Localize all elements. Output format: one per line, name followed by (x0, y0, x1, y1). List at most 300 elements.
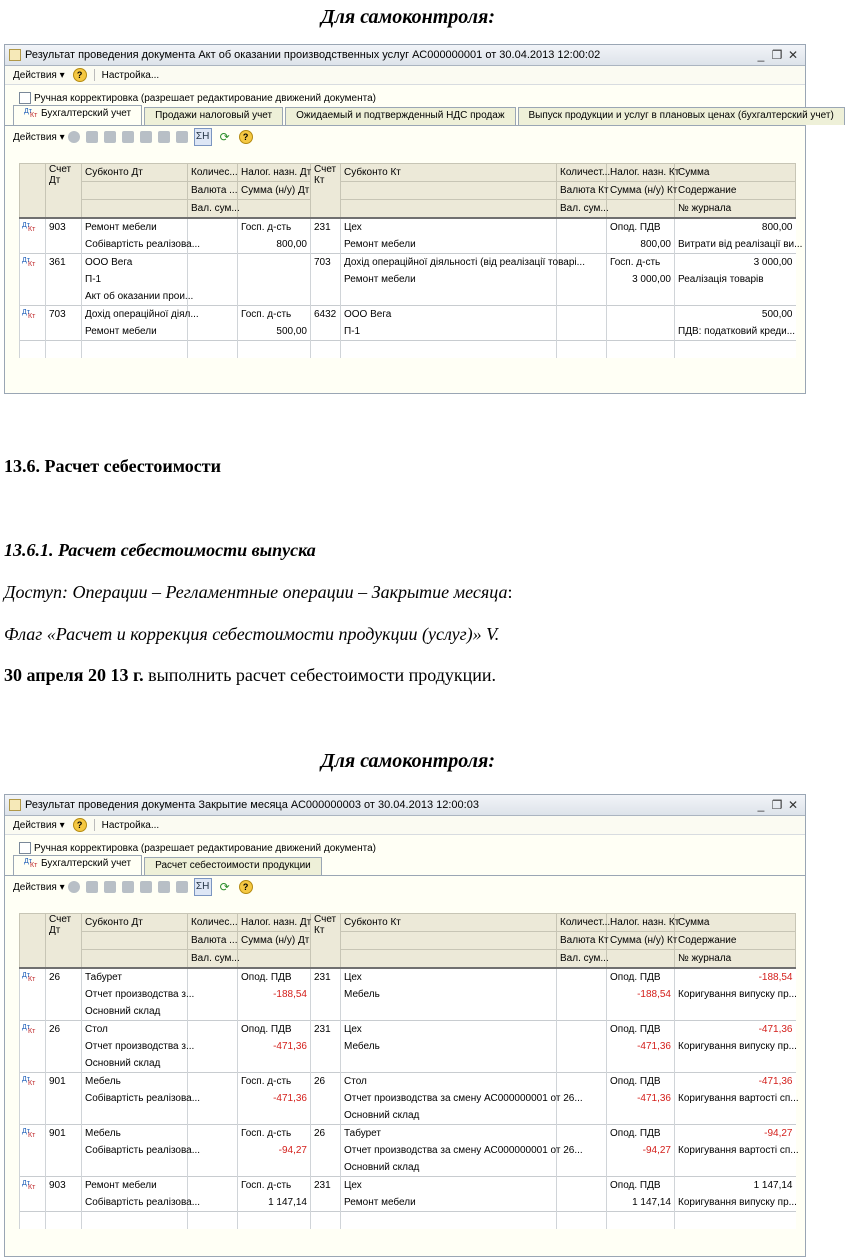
grid-actions-menu[interactable]: Действия ▾ (13, 131, 65, 143)
posting-icon-cell (20, 1021, 46, 1039)
empty-cell (188, 341, 238, 359)
column-header[interactable] (82, 182, 188, 200)
table-row[interactable] (20, 254, 796, 272)
column-header[interactable]: Количест... (557, 164, 607, 182)
table-cell: Ремонт мебели (341, 271, 557, 288)
close-icon[interactable]: ✕ (787, 48, 799, 62)
empty-cell (82, 341, 188, 359)
edit-icon[interactable] (104, 131, 116, 143)
column-header[interactable]: Валюта Кт (557, 182, 607, 200)
table-cell: Мебель (341, 986, 557, 1003)
table-cell: Опод. ПДВ (607, 1021, 675, 1039)
table-cell (341, 1003, 557, 1021)
column-header[interactable]: Сумма (н/у) Дт (238, 932, 311, 950)
access-label: Доступ: Операции – Регламентные операции – Закрытие месяца (4, 582, 508, 602)
table-cell (188, 1038, 238, 1055)
table-cell: Госп. д-сть (238, 306, 311, 324)
table-row[interactable] (20, 986, 796, 1003)
posting-icon-cell (20, 1107, 46, 1125)
subsection-heading: 13.6.1. Расчет себестоимости выпуска (4, 540, 316, 560)
dt-kt-icon: Дт Кт (22, 1076, 36, 1088)
delete-icon[interactable] (122, 881, 134, 893)
dt-kt-icon: Дт Кт (22, 1128, 36, 1140)
table-cell: -188,54 (607, 986, 675, 1003)
table-cell: 3 000,00 (675, 254, 796, 272)
table-cell (675, 1159, 796, 1177)
table-cell (311, 1003, 341, 1021)
table-cell: Ремонт мебели (341, 236, 557, 254)
column-header[interactable] (607, 950, 675, 969)
table-cell (238, 271, 311, 288)
table-row[interactable] (20, 236, 796, 254)
self-check-heading-2: Для самоконтроля: (320, 750, 496, 772)
table-cell: 1 147,14 (607, 1194, 675, 1212)
checkbox-label: Ручная корректировка (разрешает редактирование движений документа) (34, 842, 376, 854)
table-cell (557, 1073, 607, 1091)
column-header[interactable] (341, 200, 557, 219)
column-header[interactable]: Налог. назн. Кт (607, 164, 675, 182)
column-header[interactable]: Вал. сум... (557, 950, 607, 969)
close-icon[interactable]: ✕ (787, 798, 799, 812)
actions-menu[interactable]: Действия ▾ (13, 819, 65, 831)
table-cell (188, 986, 238, 1003)
table-cell (675, 1055, 796, 1073)
add-icon[interactable] (68, 881, 80, 893)
dt-kt-icon: Дт Кт (22, 257, 36, 269)
sum-icon[interactable]: ΣН (194, 128, 212, 146)
table-cell: Собівартість реалізова... (82, 1142, 188, 1159)
table-cell: Мебель (82, 1073, 188, 1091)
table-cell: Цех (341, 1021, 557, 1039)
column-header[interactable]: Налог. назн. Кт (607, 914, 675, 932)
column-header[interactable]: Количес... (188, 914, 238, 932)
table-cell: 26 (311, 1073, 341, 1091)
table-cell (341, 288, 557, 306)
grid-header-row (20, 914, 796, 932)
table-cell (238, 1159, 311, 1177)
table-cell: 26 (46, 968, 82, 986)
table-cell (311, 1194, 341, 1212)
table-cell: Цех (341, 1177, 557, 1195)
table-cell (607, 1159, 675, 1177)
empty-cell (20, 1212, 46, 1230)
column-header[interactable]: Количес... (188, 164, 238, 182)
column-header[interactable]: Счет Дт (46, 914, 82, 969)
table-cell: Витрати від реалізації ви... (675, 236, 796, 254)
task-text: выполнить расчет себестоимости продукции. (143, 665, 497, 685)
table-cell (607, 306, 675, 324)
table-cell: Основний склад (341, 1107, 557, 1125)
table-cell: Акт об оказании прои... (82, 288, 188, 306)
table-cell: -471,36 (238, 1038, 311, 1055)
settings-menu[interactable]: Настройка... (101, 69, 160, 81)
table-cell (311, 271, 341, 288)
table-row[interactable] (20, 306, 796, 324)
table-cell (557, 1159, 607, 1177)
table-cell: Табурет (82, 968, 188, 986)
column-header[interactable]: Субконто Кт (341, 164, 557, 182)
table-row[interactable] (20, 323, 796, 341)
table-cell (188, 271, 238, 288)
column-header[interactable]: Сумма (н/у) Дт (238, 182, 311, 200)
move-down-icon[interactable] (176, 881, 188, 893)
table-cell: 903 (46, 218, 82, 236)
table-cell (46, 323, 82, 341)
table-cell: 26 (311, 1125, 341, 1143)
tab-strip (5, 107, 834, 126)
empty-cell (188, 1212, 238, 1230)
table-cell: Собівартість реалізова... (82, 1194, 188, 1212)
header-icon-cell (20, 164, 46, 219)
table-row[interactable] (20, 1194, 796, 1212)
column-header[interactable]: Содержание (675, 182, 796, 200)
window-title-bar (5, 795, 805, 816)
table-row[interactable] (20, 1159, 796, 1177)
table-cell: 1 147,14 (238, 1194, 311, 1212)
table-cell (188, 1055, 238, 1073)
table-cell (188, 288, 238, 306)
posting-icon-cell (20, 236, 46, 254)
table-cell: Госп. д-сть (238, 1177, 311, 1195)
posting-icon-cell (20, 271, 46, 288)
empty-cell (607, 1212, 675, 1230)
window-title: Результат проведения документа Акт об оказании производственных услуг АС000000001 от 30.04.2013 12:00:02 (25, 49, 601, 61)
table-cell (557, 1021, 607, 1039)
refresh-icon[interactable]: ⟳ (219, 880, 230, 894)
menu-separator (94, 819, 95, 831)
table-cell: 6432 (311, 306, 341, 324)
table-cell: Стол (82, 1021, 188, 1039)
table-cell: 1 147,14 (675, 1177, 796, 1195)
table-cell: Госп. д-сть (238, 1125, 311, 1143)
table-cell: 903 (46, 1177, 82, 1195)
add-icon[interactable] (68, 131, 80, 143)
empty-cell (46, 341, 82, 359)
table-cell: -471,36 (675, 1073, 796, 1091)
column-header[interactable]: Счет Кт (311, 914, 341, 969)
column-header[interactable] (341, 950, 557, 969)
column-header[interactable]: Количест... (557, 914, 607, 932)
table-row[interactable] (20, 1055, 796, 1073)
posting-icon-cell (20, 1159, 46, 1177)
table-cell: Коригування випуску пр... (675, 1194, 796, 1212)
dt-kt-icon: Дт Кт (24, 858, 38, 870)
help-icon[interactable]: ? (73, 818, 87, 832)
posting-icon-cell (20, 1038, 46, 1055)
tab-accounting[interactable]: Дт Кт Бухгалтерский учет (13, 105, 142, 125)
table-row[interactable] (20, 271, 796, 288)
posting-icon-cell (20, 1194, 46, 1212)
posting-result-window-1 (4, 44, 834, 394)
table-cell (188, 1159, 238, 1177)
table-cell: Основний склад (82, 1055, 188, 1073)
table-cell: 231 (311, 1177, 341, 1195)
table-cell (311, 1142, 341, 1159)
grid-help-icon[interactable]: ? (239, 130, 253, 144)
table-cell: Основний склад (341, 1159, 557, 1177)
table-cell (46, 236, 82, 254)
table-cell (188, 1003, 238, 1021)
table-cell: 800,00 (238, 236, 311, 254)
table-cell: Ремонт мебели (82, 218, 188, 236)
column-header[interactable]: Вал. сум... (557, 200, 607, 219)
table-cell: ООО Вега (82, 254, 188, 272)
edit-icon[interactable] (104, 881, 116, 893)
empty-cell (341, 341, 557, 359)
table-cell (46, 1107, 82, 1125)
table-cell (311, 1090, 341, 1107)
posting-result-window-2 (4, 794, 806, 1257)
table-cell (557, 236, 607, 254)
table-cell (82, 1107, 188, 1125)
table-cell: -471,36 (607, 1038, 675, 1055)
dt-kt-icon: Дт Кт (22, 1024, 36, 1036)
tab-vat[interactable]: Ожидаемый и подтвержденный НДС продаж (285, 107, 515, 125)
empty-row (20, 341, 796, 359)
move-down-icon[interactable] (176, 131, 188, 143)
column-header[interactable]: Сумма (675, 914, 796, 932)
column-header[interactable] (607, 200, 675, 219)
empty-cell (20, 341, 46, 359)
column-header[interactable]: Валюта ... (188, 182, 238, 200)
copy-icon[interactable] (86, 131, 98, 143)
tab-accounting[interactable]: Дт Кт Бухгалтерский учет (13, 855, 142, 875)
table-cell: 703 (311, 254, 341, 272)
column-header[interactable]: Сумма (н/у) Кт (607, 182, 675, 200)
table-row[interactable] (20, 1021, 796, 1039)
postings-table-1 (19, 163, 803, 358)
table-cell (557, 1125, 607, 1143)
table-cell: Ремонт мебели (341, 1194, 557, 1212)
empty-cell (557, 341, 607, 359)
column-header[interactable]: Вал. сум... (188, 950, 238, 969)
column-header[interactable] (238, 200, 311, 219)
table-cell: Коригування випуску пр... (675, 1038, 796, 1055)
table-row[interactable] (20, 968, 796, 986)
table-cell (557, 306, 607, 324)
table-cell: 231 (311, 1021, 341, 1039)
table-cell (311, 1038, 341, 1055)
flag-line: Флаг «Расчет и коррекция себестоимости продукции (услуг)» V. (4, 624, 500, 644)
dt-kt-icon: Дт Кт (22, 222, 36, 234)
grid-header-row (20, 932, 796, 950)
delete-icon[interactable] (122, 131, 134, 143)
tab-output-planned[interactable]: Выпуск продукции и услуг в плановых ценах (бухгалтерский учет) (518, 107, 845, 125)
table-cell (188, 1021, 238, 1039)
grid-toolbar (5, 126, 805, 148)
sum-icon[interactable]: ΣН (194, 878, 212, 896)
menu-bar (5, 66, 805, 85)
table-cell: 703 (46, 306, 82, 324)
posting-icon-cell (20, 323, 46, 341)
table-cell (311, 1055, 341, 1073)
table-cell: Отчет производства за смену АС000000001 от 26... (341, 1142, 557, 1159)
column-header[interactable]: № журнала (675, 200, 796, 219)
posting-icon-cell (20, 1073, 46, 1091)
table-cell: 901 (46, 1125, 82, 1143)
tab-cost-calculation[interactable]: Расчет себестоимости продукции (144, 857, 322, 875)
grid-help-icon[interactable]: ? (239, 880, 253, 894)
document-icon (9, 49, 21, 61)
column-header[interactable]: Вал. сум... (188, 200, 238, 219)
menu-bar (5, 816, 805, 835)
section-heading: 13.6. Расчет себестоимости (4, 456, 221, 476)
table-cell: Опод. ПДВ (607, 1177, 675, 1195)
table-cell (238, 254, 311, 272)
save-icon[interactable] (140, 131, 152, 143)
table-cell: Цех (341, 968, 557, 986)
table-cell (188, 1073, 238, 1091)
table-cell: Собівартість реалізова... (82, 1090, 188, 1107)
checkbox-box[interactable] (19, 92, 31, 104)
column-header[interactable]: Налог. назн. Дт (238, 914, 311, 932)
refresh-icon[interactable]: ⟳ (219, 130, 230, 144)
table-cell: Отчет производства з... (82, 986, 188, 1003)
table-row[interactable] (20, 1073, 796, 1091)
table-cell (188, 968, 238, 986)
table-cell: ООО Вега (341, 306, 557, 324)
table-row[interactable] (20, 288, 796, 306)
table-cell (607, 323, 675, 341)
table-cell: 500,00 (238, 323, 311, 341)
table-cell (557, 1055, 607, 1073)
empty-cell (675, 341, 796, 359)
table-cell (82, 1159, 188, 1177)
table-cell: Опод. ПДВ (238, 1021, 311, 1039)
column-header[interactable]: Валюта ... (188, 932, 238, 950)
checkbox-label: Ручная корректировка (разрешает редактирование движений документа) (34, 92, 376, 104)
column-header[interactable]: Валюта Кт (557, 932, 607, 950)
table-cell: Опод. ПДВ (607, 1073, 675, 1091)
column-header[interactable]: Счет Кт (311, 164, 341, 219)
table-cell: 800,00 (607, 236, 675, 254)
table-cell: -94,27 (607, 1142, 675, 1159)
column-header[interactable]: Налог. назн. Дт (238, 164, 311, 182)
column-header[interactable]: Субконто Кт (341, 914, 557, 932)
table-cell: -94,27 (675, 1125, 796, 1143)
move-up-icon[interactable] (158, 881, 170, 893)
posting-icon-cell (20, 288, 46, 306)
restore-icon[interactable]: ❐ (771, 798, 783, 812)
table-cell (607, 1055, 675, 1073)
table-row[interactable] (20, 1177, 796, 1195)
access-colon: : (507, 582, 513, 602)
column-header[interactable]: Субконто Дт (82, 164, 188, 182)
table-cell (311, 323, 341, 341)
table-cell (557, 218, 607, 236)
table-cell: Коригування вартості сп... (675, 1142, 796, 1159)
table-cell: Госп. д-сть (238, 218, 311, 236)
posting-icon-cell (20, 1003, 46, 1021)
table-cell: Коригування випуску пр... (675, 986, 796, 1003)
table-cell: Опод. ПДВ (607, 968, 675, 986)
table-cell (557, 986, 607, 1003)
table-cell: П-1 (341, 323, 557, 341)
table-row[interactable] (20, 1125, 796, 1143)
column-header[interactable]: Сумма (н/у) Кт (607, 932, 675, 950)
table-row[interactable] (20, 1107, 796, 1125)
posting-icon-cell (20, 1125, 46, 1143)
table-row[interactable] (20, 218, 796, 236)
column-header[interactable]: Субконто Дт (82, 914, 188, 932)
table-cell (557, 1177, 607, 1195)
table-cell (46, 1194, 82, 1212)
table-cell (311, 236, 341, 254)
table-cell (188, 323, 238, 341)
checkbox-box[interactable] (19, 842, 31, 854)
restore-icon[interactable]: ❐ (771, 48, 783, 62)
column-header[interactable] (238, 950, 311, 969)
table-cell (188, 1125, 238, 1143)
table-cell: 500,00 (675, 306, 796, 324)
help-icon[interactable]: ? (73, 68, 87, 82)
dt-kt-icon: Дт Кт (24, 108, 38, 120)
window-title: Результат проведения документа Закрытие месяца АС000000003 от 30.04.2013 12:00:03 (25, 799, 479, 811)
column-header[interactable]: Содержание (675, 932, 796, 950)
column-header[interactable] (82, 200, 188, 219)
table-row[interactable] (20, 1003, 796, 1021)
actions-menu[interactable]: Действия ▾ (13, 69, 65, 81)
table-cell: -188,54 (238, 986, 311, 1003)
table-cell (607, 1107, 675, 1125)
table-cell: -471,36 (238, 1090, 311, 1107)
table-cell: Основний склад (82, 1003, 188, 1021)
tab-strip (5, 857, 805, 876)
table-cell (675, 288, 796, 306)
move-up-icon[interactable] (158, 131, 170, 143)
table-cell (46, 986, 82, 1003)
column-header[interactable]: Счет Дт (46, 164, 82, 219)
posting-icon-cell (20, 1055, 46, 1073)
table-cell (557, 968, 607, 986)
minimize-icon[interactable]: _ (757, 48, 765, 62)
table-row[interactable] (20, 1142, 796, 1159)
table-cell (557, 271, 607, 288)
copy-icon[interactable] (86, 881, 98, 893)
empty-cell (238, 1212, 311, 1230)
posting-icon-cell (20, 986, 46, 1003)
settings-menu[interactable]: Настройка... (101, 819, 160, 831)
table-cell: 361 (46, 254, 82, 272)
table-row[interactable] (20, 1038, 796, 1055)
posting-icon-cell (20, 218, 46, 236)
minimize-icon[interactable]: _ (757, 798, 765, 812)
table-cell: Опод. ПДВ (607, 1125, 675, 1143)
tab-sales-tax[interactable]: Продажи налоговый учет (144, 107, 283, 125)
column-header[interactable]: Сумма (675, 164, 796, 182)
table-cell: Реалізація товарів (675, 271, 796, 288)
document-icon (9, 799, 21, 811)
table-cell (238, 288, 311, 306)
column-header[interactable] (341, 932, 557, 950)
grid-actions-menu[interactable]: Действия ▾ (13, 881, 65, 893)
column-header[interactable]: № журнала (675, 950, 796, 969)
column-header[interactable] (82, 950, 188, 969)
table-cell (238, 1055, 311, 1073)
table-cell (238, 1003, 311, 1021)
column-header[interactable] (82, 932, 188, 950)
posting-icon-cell (20, 1142, 46, 1159)
table-cell (46, 1055, 82, 1073)
table-cell (607, 288, 675, 306)
table-cell (46, 1142, 82, 1159)
empty-cell (238, 341, 311, 359)
save-icon[interactable] (140, 881, 152, 893)
dt-kt-icon: Дт Кт (22, 1180, 36, 1192)
column-header[interactable] (341, 182, 557, 200)
table-cell (238, 1107, 311, 1125)
table-row[interactable] (20, 1090, 796, 1107)
